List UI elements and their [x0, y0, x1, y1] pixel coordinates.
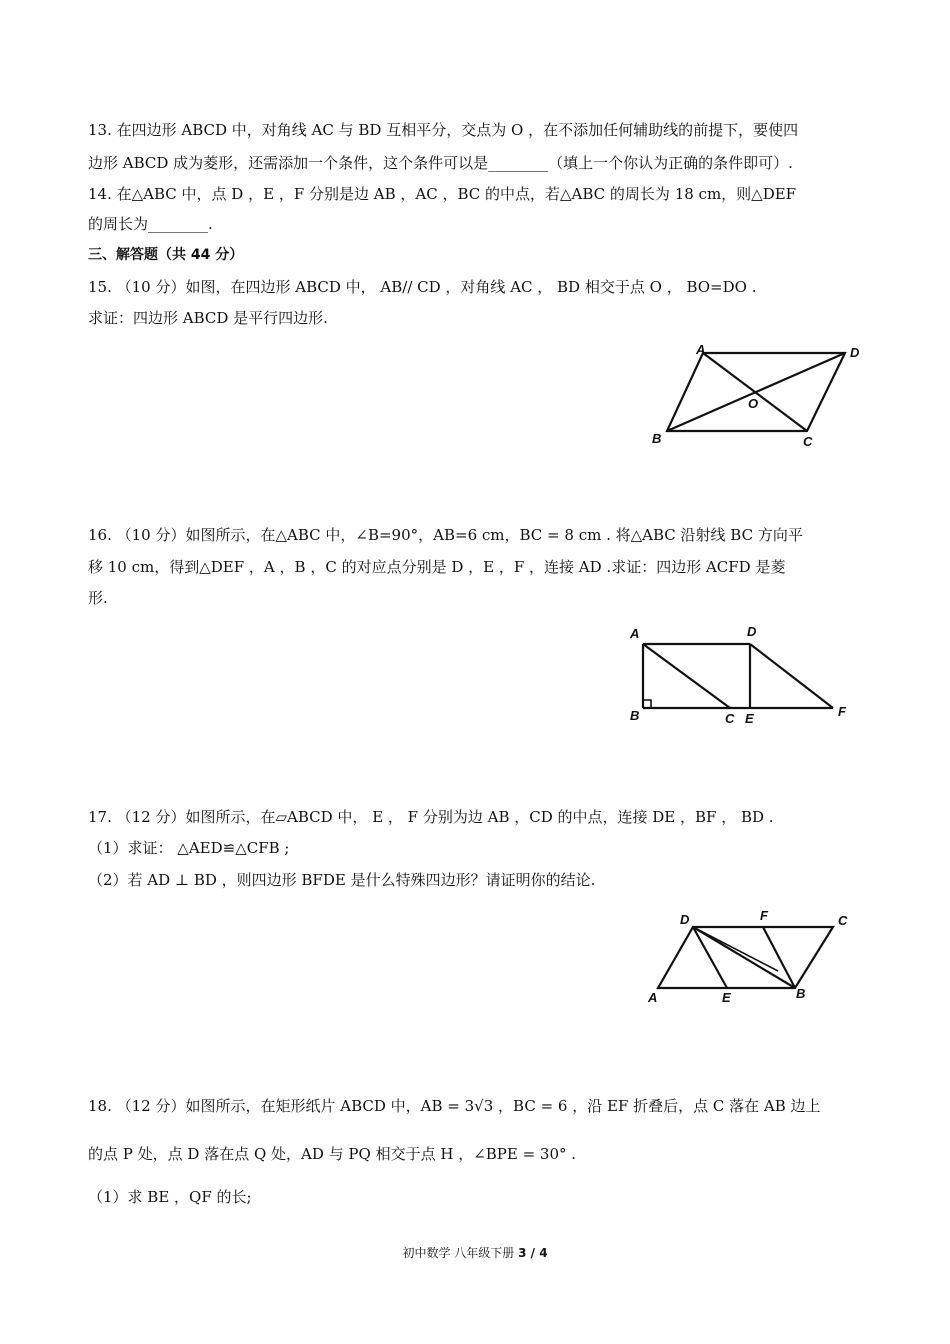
right-angle-mark: [643, 700, 651, 708]
problem-18-line-2: 的点 P 处，点 D 落在点 Q 处，AD 与 PQ 相交于点 H ，∠BPE = 30° .: [88, 1145, 577, 1163]
label-c: C: [838, 913, 848, 928]
problem-14-line-2: 的周长为________.: [88, 215, 213, 233]
problem-16-figure: [625, 620, 865, 730]
label-e: E: [745, 711, 754, 726]
translation-diagram: [625, 620, 865, 730]
label-f: F: [760, 908, 768, 923]
problem-14-line-1: 14. 在△ABC 中，点 D ，E ，F 分别是边 AB ，AC ，BC 的中点，若△ABC 的周长为 18 cm，则△DEF: [88, 185, 797, 203]
problem-17-line-3: （2）若 AD ⊥ BD ，则四边形 BFDE 是什么特殊四边形？请证明你的结论.: [88, 871, 596, 889]
problem-18-line-3: （1）求 BE ，QF 的长;: [88, 1188, 252, 1206]
parallelogram-midpoints-diagram: [640, 905, 865, 1010]
problem-18-line-1: 18. （12 分）如图所示，在矩形纸片 ABCD 中，AB = 3√3 ，BC = 6 ，沿 EF 折叠后，点 C 落在 AB 边上: [88, 1097, 821, 1115]
parallelogram-diagram: [640, 338, 880, 453]
problem-13-line-2: 边形 ABCD 成为菱形，还需添加一个条件，这个条件可以是________（填上一个你认为正确的条件即可）.: [88, 154, 793, 172]
label-d: D: [680, 912, 690, 927]
problem-17-figure: [640, 905, 865, 1010]
problem-17-line-1: 17. （12 分）如图所示，在▱ABCD 中， E ， F 分别为边 AB ，CD 的中点，连接 DE ，BF ， BD .: [88, 808, 774, 826]
problem-15-line-2: 求证：四边形 ABCD 是平行四边形.: [88, 309, 328, 327]
label-b: B: [796, 986, 806, 1001]
problem-16-line-3: 形.: [88, 589, 108, 607]
page-footer: [0, 1244, 950, 1261]
footer-subject: 初中数学 八年级下册: [402, 1246, 515, 1260]
label-b: B: [652, 431, 662, 446]
problem-15-line-1: 15. （10 分）如图，在四边形 ABCD 中， AB// CD ，对角线 AC ， BD 相交于点 O ， BO=DO .: [88, 278, 757, 296]
problem-16-line-2: 移 10 cm，得到△DEF ，A ，B ，C 的对应点分别是 D ，E ，F ，连接 AD .求证：四边形 ACFD 是菱: [88, 558, 786, 576]
segment-ac: [643, 644, 730, 708]
section-3-title: 三、解答题（共 44 分）: [88, 247, 244, 263]
label-f: F: [838, 704, 846, 719]
segment-df: [750, 644, 833, 708]
footer-page-number: 3 / 4: [518, 1246, 548, 1260]
label-b: B: [630, 708, 640, 723]
label-c: C: [725, 711, 735, 726]
problem-13-line-1: 13. 在四边形 ABCD 中，对角线 AC 与 BD 互相平分，交点为 O ，在不添加任何辅助线的前提下，要使四: [88, 121, 799, 139]
diagonal-bd: [667, 353, 845, 431]
problem-17-line-2: （1）求证： △AED≌△CFB ;: [88, 839, 290, 857]
problem-15-figure: [640, 338, 880, 453]
label-c: C: [803, 434, 813, 449]
label-d: D: [747, 624, 757, 639]
problem-16-line-1: 16. （10 分）如图所示，在△ABC 中，∠B=90°，AB=6 cm，BC = 8 cm . 将△ABC 沿射线 BC 方向平: [88, 526, 803, 544]
label-a: A: [630, 626, 640, 641]
label-a: A: [648, 990, 658, 1005]
label-d: D: [850, 345, 860, 360]
label-e: E: [722, 990, 731, 1005]
label-o: O: [748, 396, 759, 411]
label-a: A: [696, 342, 706, 357]
